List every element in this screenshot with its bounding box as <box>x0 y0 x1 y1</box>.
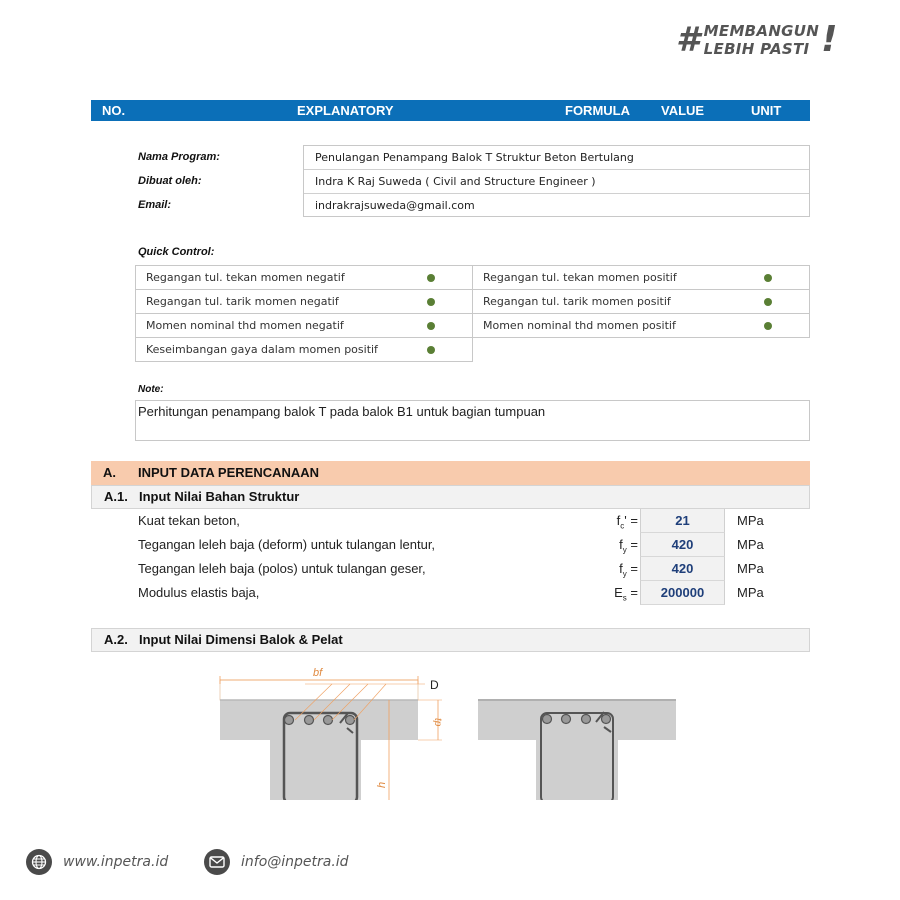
quick-control-item <box>473 314 809 338</box>
email-value[interactable]: indrakrajsuweda@gmail.com <box>315 199 475 212</box>
param-label: Modulus elastis baja, <box>138 585 260 600</box>
quick-control-label: Regangan tul. tekan momen positif <box>483 271 677 284</box>
svg-text:tp: tp <box>432 718 443 727</box>
svg-text:D: D <box>430 678 439 692</box>
header-unit: UNIT <box>751 103 782 118</box>
footer-website[interactable] <box>26 849 168 875</box>
param-unit: MPa <box>737 513 764 528</box>
footer-email[interactable] <box>204 849 349 875</box>
status-ok-icon <box>427 346 435 354</box>
param-unit: MPa <box>737 585 764 600</box>
t-beam-section-plain <box>478 700 676 800</box>
es-value-input[interactable]: 200000 <box>640 581 725 605</box>
quick-control-right <box>472 265 810 338</box>
section-a-number: A. <box>103 465 116 480</box>
param-unit: MPa <box>737 561 764 576</box>
quick-control-item <box>473 290 809 314</box>
svg-text:bf: bf <box>313 667 323 679</box>
quick-control-item <box>473 266 809 290</box>
param-symbol: $f_y$ = <box>619 561 638 579</box>
email-link[interactable]: info@inpetra.id <box>241 854 349 870</box>
param-unit: MPa <box>737 537 764 552</box>
material-row-fc <box>91 509 810 533</box>
quick-control-label: Regangan tul. tarik momen negatif <box>146 295 339 308</box>
param-symbol: $E_s$ = <box>614 585 638 603</box>
fy-flexural-value-input[interactable]: 420 <box>640 533 725 557</box>
author-label: Dibuat oleh: <box>138 175 202 187</box>
section-a1-title: Input Nilai Bahan Struktur <box>139 489 300 504</box>
status-ok-icon <box>764 274 772 282</box>
param-label: Kuat tekan beton, <box>138 513 240 528</box>
header-explanatory: EXPLANATORY <box>297 103 394 118</box>
quick-control-label: Momen nominal thd momen positif <box>483 319 676 332</box>
header-value: VALUE <box>661 103 705 118</box>
header-formula: FORMULA <box>565 103 630 118</box>
section-a-title: INPUT DATA PERENCANAAN <box>138 465 320 480</box>
envelope-icon <box>204 849 230 875</box>
brand-logo <box>676 18 838 62</box>
t-beam-section-labeled <box>220 667 443 800</box>
note-title: Note: <box>138 384 164 395</box>
quick-control-label: Regangan tul. tekan momen negatif <box>146 271 345 284</box>
quick-control-left <box>135 265 473 362</box>
param-label: Tegangan leleh baja (deform) untuk tulangan lentur, <box>138 537 436 552</box>
quick-control-title: Quick Control: <box>138 246 215 258</box>
quick-control-item <box>136 338 472 362</box>
note-textbox[interactable]: Perhitungan penampang balok T pada balok B1 untuk bagian tumpuan <box>135 400 810 441</box>
material-row-fy-shear <box>91 557 810 581</box>
hashtag-icon: # <box>676 20 700 60</box>
status-ok-icon <box>427 322 435 330</box>
section-a1-header <box>91 485 810 509</box>
section-a1-number: A.1. <box>104 489 128 504</box>
quick-control-item <box>136 266 472 290</box>
exclamation-icon: ! <box>821 19 838 60</box>
quick-control-label: Momen nominal thd momen negatif <box>146 319 344 332</box>
param-symbol: $f_y$ = <box>619 537 638 555</box>
t-beam-diagram <box>210 660 690 800</box>
brand-line-2: LEBIH PASTI <box>703 40 810 58</box>
material-row-fy-flexural <box>91 533 810 557</box>
quick-control-label: Keseimbangan gaya dalam momen positif <box>146 343 378 356</box>
quick-control-item <box>136 314 472 338</box>
quick-control-label: Regangan tul. tarik momen positif <box>483 295 671 308</box>
status-ok-icon <box>764 298 772 306</box>
quick-control-item <box>136 290 472 314</box>
status-ok-icon <box>764 322 772 330</box>
program-name-value[interactable]: Penulangan Penampang Balok T Struktur Beton Bertulang <box>304 146 809 170</box>
param-symbol: $f_c'$ = <box>616 513 638 531</box>
email-label: Email: <box>138 199 172 211</box>
material-row-es <box>91 581 810 605</box>
status-ok-icon <box>427 274 435 282</box>
section-a2-header <box>91 628 810 652</box>
param-label: Tegangan leleh baja (polos) untuk tulangan geser, <box>138 561 426 576</box>
program-name-label: Nama Program: <box>138 151 220 163</box>
status-ok-icon <box>427 298 435 306</box>
fc-value-input[interactable]: 21 <box>640 509 725 533</box>
section-a2-number: A.2. <box>104 632 128 647</box>
column-header-bar <box>91 100 810 121</box>
website-link[interactable]: www.inpetra.id <box>63 854 169 870</box>
svg-text:h: h <box>376 781 388 788</box>
program-info-box <box>303 145 810 217</box>
globe-icon <box>26 849 52 875</box>
header-no: NO. <box>102 103 126 118</box>
author-value[interactable]: Indra K Raj Suweda ( Civil and Structure Engineer ) <box>304 170 809 194</box>
brand-line-1: MEMBANGUN <box>703 22 820 40</box>
section-a-header <box>91 461 810 485</box>
fy-shear-value-input[interactable]: 420 <box>640 557 725 581</box>
section-a2-title: Input Nilai Dimensi Balok & Pelat <box>139 632 343 647</box>
